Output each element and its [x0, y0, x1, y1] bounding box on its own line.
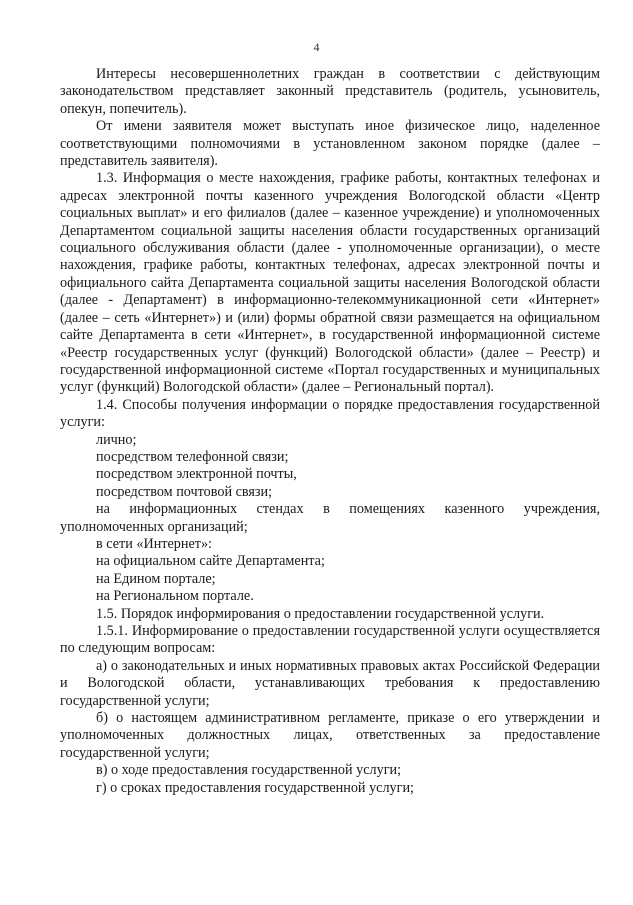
document-body — [60, 66, 600, 797]
paragraph-applicant-representative: От имени заявителя может выступать иное физическое лицо, наделенное соответствующими полномочиями в установленном законом порядке (далее – представитель заявителя). — [60, 118, 600, 170]
list-item-internet: в сети «Интернет»: — [96, 535, 213, 552]
paragraph-item-a: а) о законодательных и иных нормативных правовых актах Российской Федерации и Вологодской области, устанавливающих требования к предоставлению государственной услуги; — [60, 657, 600, 709]
paragraph-1-3-information: 1.3. Информация о месте нахождения, графике работы, контактных телефонах и адресах электронной почты казенного учреждения Вологодской области «Центр социальных выплат» и его филиалов (далее – казенное учреждение) и уполномоченных Департаментом социальной защиты населения области государственных организаций социального обслуживания области (далее - уполномоченные организации), о месте нахождения, графике работы, контактных телефонах, адресах электронной почты и официального сайта Департамента социальной защиты населения Вологодской области (далее - Департамент) в информационно-телекоммуникационной сети «Интернет» (далее – сеть «Интернет») и (или) формы обратной связи размещается на официальном сайте Департамента в сети «Интернет», в государственной информационной системе «Реестр государственных услуг (функций) Вологодской области» (далее – Реестр) и государственной информационной системе «Портал государственных и муниципальных услуг (функций) Вологодской области» (далее – Региональный портал). — [60, 170, 600, 396]
list-item-info-stands: на информационных стендах в помещениях казенного учреждения, уполномоченных организаций; — [60, 501, 600, 535]
list-item-unified-portal: на Едином портале; — [96, 570, 216, 587]
list-item-in-person: лично; — [96, 431, 137, 448]
paragraph-minors-representatives: Интересы несовершеннолетних граждан в соответствии с действующим законодательством представляет законный представитель (родитель, усыновитель, опекун, попечитель). — [60, 66, 600, 117]
paragraph-item-v: в) о ходе предоставления государственной услуги; — [96, 762, 402, 779]
paragraph-1-5-1-topics: 1.5.1. Информирование о предоставлении государственной услуги осуществляется по следующим вопросам: — [60, 623, 600, 657]
list-item-email: посредством электронной почты, — [96, 466, 297, 483]
paragraph-item-b: б) о настоящем административном регламенте, приказе о его утверждении и уполномоченных должностных лицах, ответственных за предоставление государственной услуги; — [60, 710, 600, 761]
paragraph-item-g: г) о сроках предоставления государственной услуги; — [96, 779, 414, 796]
list-item-department-site: на официальном сайте Департамента; — [96, 553, 325, 570]
paragraph-1-4-methods: 1.4. Способы получения информации о порядке предоставления государственной услуги: — [60, 396, 600, 431]
list-item-post: посредством почтовой связи; — [96, 483, 273, 500]
paragraph-1-5-procedure: 1.5. Порядок информирования о предоставлении государственной услуги. — [96, 605, 545, 622]
list-item-phone: посредством телефонной связи; — [96, 448, 289, 465]
list-item-regional-portal: на Региональном портале. — [96, 588, 254, 605]
page-number: 4 — [313, 40, 320, 54]
